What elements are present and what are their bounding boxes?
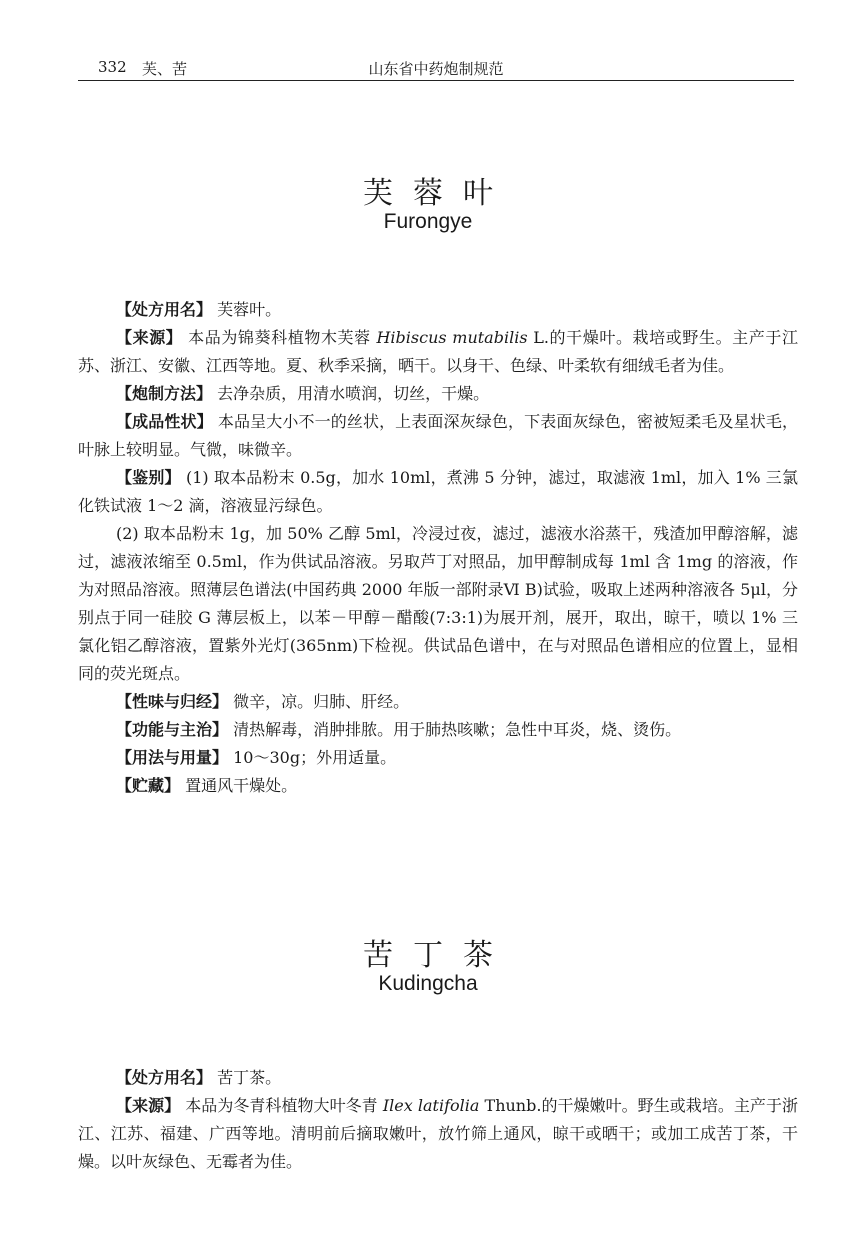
entry-label: 【鉴别】: [116, 468, 181, 487]
monograph-title-chinese: 芙蓉叶: [363, 176, 513, 211]
entry-nature-meridian: [78, 688, 798, 716]
entry-label: 【成品性状】: [116, 412, 213, 431]
monograph-body-kudingcha: [78, 1064, 798, 1176]
running-header: [78, 54, 794, 81]
entry-function-indication: [78, 716, 798, 744]
monograph-title-pinyin: Kudingcha: [378, 972, 478, 995]
entry-text: L.的干燥叶。栽培或野生。主产于江苏、浙江、安徽、江西等地。夏、秋季采摘，晒干。以身干、色绿、叶柔软有细绒毛者为佳。: [78, 328, 798, 375]
entry-label: 【来源】: [116, 328, 183, 347]
entry-label: 【贮藏】: [116, 776, 181, 795]
page-number: 332: [98, 58, 127, 76]
entry-text: 去净杂质，用清水喷润，切丝，干燥。: [217, 384, 490, 403]
latin-name: Hibiscus mutabilis: [376, 328, 528, 347]
entry-usage-dosage: [78, 744, 798, 772]
entry-text: (1) 取本品粉末 0.5g，加水 10ml，煮沸 5 分钟，滤过，取滤液 1ml，加入 1% 三氯化铁试液 1～2 滴，溶液显污绿色。: [78, 468, 798, 515]
book-title: 山东省中药炮制规范: [368, 60, 504, 78]
entry-label: 【性味与归经】: [116, 692, 229, 711]
entry-label: 【功能与主治】: [116, 720, 229, 739]
monograph-body-furongye: [78, 296, 798, 800]
entry-product-character: [78, 408, 798, 464]
monograph-title-pinyin: Furongye: [383, 210, 473, 233]
monograph-title-chinese: 苦丁茶: [363, 938, 513, 973]
entry-label: 【处方用名】: [116, 300, 213, 319]
entry-text: 10～30g；外用适量。: [233, 748, 397, 767]
entry-label: 【用法与用量】: [116, 748, 229, 767]
entry-text: 置通风干燥处。: [185, 776, 298, 795]
entry-text: 本品为冬青科植物大叶冬青: [185, 1096, 383, 1115]
entry-identification-2: [78, 520, 798, 688]
entry-text: 本品为锦葵科植物木芙蓉: [188, 328, 377, 347]
entry-source: [78, 1092, 798, 1176]
entry-text: 本品呈大小不一的丝状，上表面深灰绿色，下表面灰绿色，密被短柔毛及星状毛，叶脉上较明显。气微，味微辛。: [78, 412, 798, 459]
entry-text: Thunb.的干燥嫩叶。野生或栽培。主产于浙江、江苏、福建、广西等地。清明前后摘取嫩叶，放竹筛上通风，晾干或晒干；或加工成苦丁茶，干燥。以叶灰绿色、无霉者为佳。: [78, 1096, 798, 1171]
entry-label: 【处方用名】: [116, 1068, 213, 1087]
entry-prescription-name: [78, 1064, 798, 1092]
entry-label: 【炮制方法】: [116, 384, 213, 403]
entry-storage: [78, 772, 798, 800]
entry-text: 清热解毒，消肿排脓。用于肺热咳嗽；急性中耳炎，烧、烫伤。: [233, 720, 682, 739]
section-characters: 芙、苦: [142, 60, 188, 78]
entry-text: 苦丁茶。: [217, 1068, 282, 1087]
entry-text: (2) 取本品粉末 1g，加 50% 乙醇 5ml，冷浸过夜，滤过，滤液水浴蒸干，残渣加甲醇溶解，滤过，滤液浓缩至 0.5ml，作为供试品溶液。另取芦丁对照品，加甲醇制成每 1ml 含 1mg 的溶液，作为对照品溶液。照薄层色谱法(中国药典 2000 年版一部附录Ⅵ B)试验，吸取上述两种溶液各 5μl，分别点于同一硅胶 G 薄层板上，以苯－甲醇－醋酸(7:3:1)为展开剂，展开，取出，晾干，喷以 1% 三氯化铝乙醇溶液，置紫外光灯(365nm)下检视。供试品色谱中，在与对照品色谱相应的位置上，显相同的荧光斑点。: [78, 524, 798, 683]
entry-source: [78, 324, 798, 380]
entry-processing-method: [78, 380, 798, 408]
entry-identification-1: [78, 464, 798, 520]
latin-name: Ilex latifolia: [382, 1096, 480, 1115]
entry-text: 微辛，凉。归肺、肝经。: [233, 692, 410, 711]
entry-prescription-name: [78, 296, 798, 324]
entry-label: 【来源】: [116, 1096, 181, 1115]
entry-text: 芙蓉叶。: [217, 300, 282, 319]
